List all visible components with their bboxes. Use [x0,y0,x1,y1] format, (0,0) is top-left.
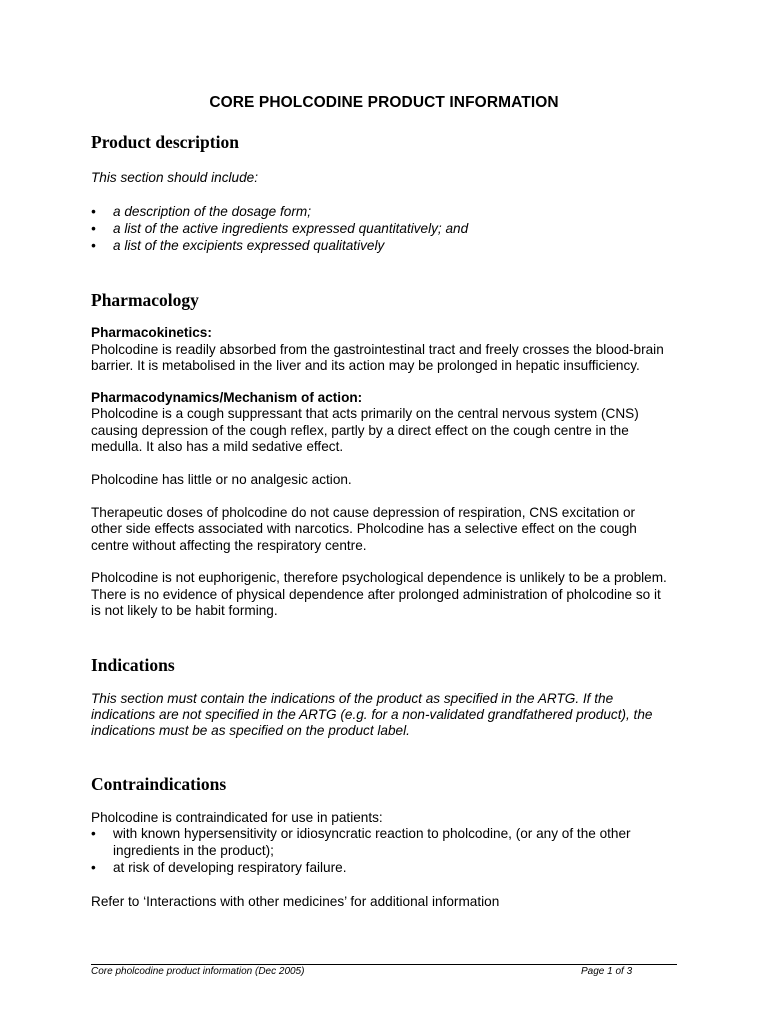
paragraph-line: indications are not specified in the ARTG (e.g. for a non-validated grandfathered product), the [91,707,653,722]
paragraph-line: Pholcodine is a cough suppressant that acts primarily on the central nervous system (CNS) [91,406,639,421]
paragraph-line: indications must be as specified on the product label. [91,723,410,738]
footer-page-number: Page 1 of 3 [581,966,633,977]
list-item-text: at risk of developing respiratory failure. [113,860,347,875]
heading-pharmacology: Pharmacology [91,290,199,310]
bullet-icon: • [91,221,96,236]
paragraph-line: Pholcodine has little or no analgesic action. [91,472,352,487]
paragraph-line: is not likely to be habit forming. [91,603,278,618]
bullet-icon: • [91,860,96,875]
heading-contraindications: Contraindications [91,774,227,794]
paragraph-line: causing depression of the cough reflex, partly by a direct effect on the cough centre in the [91,423,629,438]
list-item-text: ingredients in the product); [113,843,274,858]
bullet-icon: • [91,826,96,841]
pharmacokinetics-label: Pharmacokinetics: [91,325,212,340]
paragraph-line: barrier. It is metabolised in the liver and its action may be prolonged in hepatic insufficiency. [91,358,640,373]
list-item-text: a description of the dosage form; [113,204,311,219]
footer-divider [91,964,677,965]
paragraph-line: Refer to ‘Interactions with other medicines’ for additional information [91,894,500,909]
bullet-icon: • [91,204,96,219]
bullet-icon: • [91,238,96,253]
list-item-text: a list of the excipients expressed qualitatively [113,238,385,253]
heading-product-description: Product description [91,132,239,152]
list-item-text: a list of the active ingredients expressed quantitatively; and [113,221,469,236]
paragraph-line: This section must contain the indications of the product as specified in the ARTG. If the [91,691,614,706]
paragraph-line: Therapeutic doses of pholcodine do not cause depression of respiration, CNS excitation or [91,505,636,520]
paragraph-line: medulla. It also has a mild sedative effect. [91,439,344,454]
pharmacodynamics-label: Pharmacodynamics/Mechanism of action: [91,390,363,405]
heading-indications: Indications [91,655,175,675]
paragraph-line: There is no evidence of physical dependence after prolonged administration of pholcodine so it [91,587,661,602]
product-description-intro: This section should include: [91,170,258,185]
paragraph-line: Pholcodine is readily absorbed from the gastrointestinal tract and freely crosses the blood-brain [91,342,664,357]
list-item-text: with known hypersensitivity or idiosyncratic reaction to pholcodine, (or any of the other [113,826,631,841]
footer-document-label: Core pholcodine product information (Dec 2005) [91,966,305,977]
document-title: CORE PHOLCODINE PRODUCT INFORMATION [209,94,559,111]
paragraph-line: centre without affecting the respiratory centre. [91,538,367,553]
paragraph-line: other side effects associated with narcotics. Pholcodine has a selective effect on the cough [91,521,637,536]
paragraph-line: Pholcodine is not euphorigenic, therefore psychological dependence is unlikely to be a problem. [91,570,667,585]
contraindications-intro: Pholcodine is contraindicated for use in patients: [91,810,383,825]
